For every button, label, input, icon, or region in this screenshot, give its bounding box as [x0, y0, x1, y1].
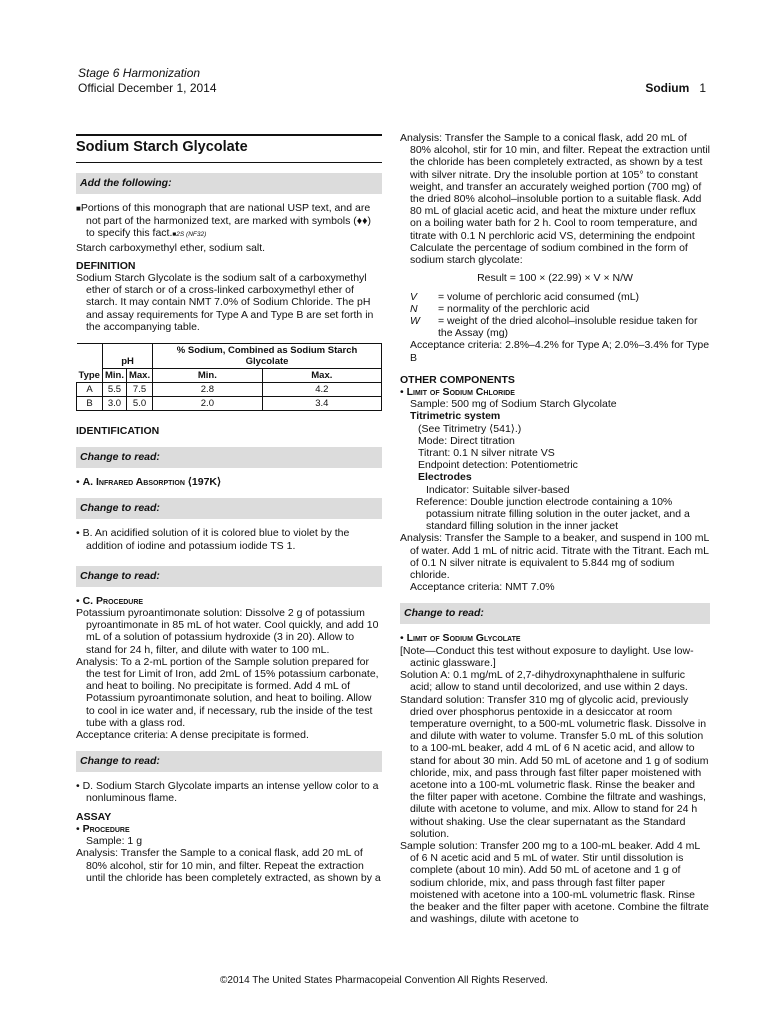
synonym: Starch carboxymethyl ether, sodium salt.: [76, 241, 266, 254]
th-ph: pH: [102, 344, 152, 369]
page-number: 1: [699, 81, 706, 95]
monograph-name: Sodium: [645, 81, 690, 95]
stage-label: Stage 6 Harmonization: [78, 66, 201, 80]
running-head: [645, 82, 706, 94]
other-heading: OTHER COMPONENTS: [400, 373, 515, 386]
right-column: [400, 120, 710, 925]
th-type: Type: [77, 344, 103, 383]
th-sodium: % Sodium, Combined as Sodium Starch Glycolate: [153, 344, 382, 369]
endpoint: Endpoint detection: Potentiometric: [418, 459, 578, 472]
nacl-analysis: Analysis: Transfer the Sample to a beaker, and suspend in 100 mL of water. Add 1 mL of nitric acid. Titrate with the Titrant. Each mL of 0.1 N silver nitrate is equivalent to 5.844 mg of sodium chloride.: [400, 532, 709, 582]
titrant: Titrant: 0.1 N silver nitrate VS: [418, 447, 555, 460]
change-band-glycolate: Change to read:: [400, 603, 710, 624]
footer: ©2014 The United States Pharmacopeial Convention All Rights Reserved.: [220, 975, 548, 986]
left-column: [76, 120, 382, 883]
assay-result-formula: Result = 100 × (22.99) × V × N/W: [477, 272, 633, 285]
assay-analysis-cont: Analysis: Transfer the Sample to a conical flask, add 20 mL of 80% alcohol, stir for 10 min, and filter. Repeat the extraction until the chloride has been completely extracted, as shown by a test with silver nitrate. Dry the insoluble portion at 105° to constant weight, and transfer an accurately weighed portion (700 mg) of the dried 80% alcohol–insoluble portion to a suitable flask. Add 80 mL of glacial acetic acid, and heat the mixture under reflux on a boiling water bath for 2 h. Cool to room temperature, and titrate with 0.1 N perchloric acid VS, determining the endpoint: [400, 132, 710, 242]
change-band-b: Change to read:: [76, 498, 382, 519]
ident-a: • A. Infrared Absorption ⟨197K⟩: [76, 476, 222, 489]
ident-b: • B. An acidified solution of it is colored blue to violet by the addition of iodine and potassium iodide TS 1.: [76, 527, 350, 552]
electrodes: Electrodes: [418, 471, 472, 484]
identification-heading: IDENTIFICATION: [76, 425, 160, 438]
ident-d: • D. Sodium Starch Glycolate imparts an intense yellow color to a nonluminous flame.: [76, 780, 379, 805]
assay-sample: Sample: 1 g: [86, 835, 143, 848]
standard-solution: Standard solution: Transfer 310 mg of glycolic acid, previously dried over phosphorus pentoxide in a desiccator at room temperature overnight, to a 500-mL volumetric flask. Dissolve in and dilute with water to volume. Transfer 5.0 mL of this solution to a 100-mL beaker, add 4 mL of 6 N acetic acid, and allow to stand for about 30 min. Add 50 mL of acetone and 1 g of sodium chloride, mix, and pass through fast filter paper moistened with acetone into a 100-mL volumetric flask. Rinse the beaker and the filter paper with acetone. Combine the filtrate and washings, dilute with acetone to volume, and mix. Allow to stand for 24 h without shaking. Use the clear supernatant as the Standard solution.: [400, 693, 709, 840]
intro-text: ■Portions of this monograph that are national USP text, and are not part of the harmonized text, are marked with symbols (♦♦) to specify this fact.■2S (NF32): [76, 202, 371, 240]
nacl-sample: Sample: 500 mg of Sodium Starch Glycolate: [410, 398, 617, 411]
change-band-a: Change to read:: [76, 447, 382, 468]
change-band-d: Change to read:: [76, 751, 382, 772]
nacl-title: • Limit of Sodium Chloride: [400, 386, 515, 399]
assay-procedure: • Procedure: [76, 822, 130, 835]
ident-c-acceptance: Acceptance criteria: A dense precipitate is formed.: [76, 729, 309, 742]
assay-definitions: V = volume of perchloric acid consumed (mL) N = normality of the perchloric acid W = weight of the dried alcohol–insoluble residue taken for the Assay (mg): [410, 290, 698, 340]
assay-heading: ASSAY: [76, 810, 112, 823]
ident-c-analysis: Analysis: To a 2-mL portion of the Sample solution prepared for the test for Limit of Iron, add 2mL of 15% potassium carbonate, and heat to boiling. No precipitate is formed. Add 4 mL of Potassium pyroantimonate solution, and heat to boiling. Allow to cool in ice water and, if necessary, rub the inside of the test tube with a glass rod.: [76, 655, 379, 729]
solution-a: Solution A: 0.1 mg/mL of 2,7-dihydroxynaphthalene in sulfuric acid; allow to stand until decolorized, and use within 2 days.: [400, 669, 688, 694]
change-band-c: Change to read:: [76, 566, 382, 587]
sample-solution: Sample solution: Transfer 200 mg to a 100-mL beaker. Add 4 mL of 6 N acetic acid and 5 mL of water. Stir until dissolution is complete (about 10 min). Add 50 mL of acetone and 1 g of sodium chloride, mix, and pass through fast filter paper moistened with acetone into a 100-mL volumetric flask. Rinse the beaker and the filter paper with acetone. Combine the filtrate and washings, dilute with acetone to: [400, 839, 709, 926]
ident-c-title: • C. Procedure: [76, 594, 144, 607]
add-band: Add the following:: [76, 173, 382, 194]
nacl-acceptance: Acceptance criteria: NMT 7.0%: [410, 581, 555, 594]
titr-mode: Mode: Direct titration: [418, 434, 515, 447]
table-row: A 5.5 7.5 2.8 4.2: [77, 383, 382, 397]
glycolate-title: • Limit of Sodium Glycolate: [400, 632, 521, 645]
revision-symbol: ■2S (NF32): [172, 231, 207, 239]
definition-text: Sodium Starch Glycolate is the sodium salt of a carboxymethyl ether of starch or of a cross-linked carboxymethyl ether of starch. It may contain NMT 7.0% of Sodium Chloride. The pH and assay requirements for Type A and Type B are set forth in the accompanying table.: [76, 272, 374, 333]
monograph-title: Sodium Starch Glycolate: [76, 134, 382, 163]
ph-assay-table: Type pH % Sodium, Combined as Sodium Starch Glycolate Min. Max. Min. Max. A 5.5 7.5 2.8 4.2 B 3.0 5.0 2.0 3.4: [76, 343, 382, 411]
official-date: Official December 1, 2014: [78, 81, 217, 95]
pyroantimonate-solution: Potassium pyroantimonate solution: Dissolve 2 g of potassium pyroantimonate in 85 mL of hot water. Cool quickly, and add 10 mL of a solution of potassium hydroxide (3 in 20). Allow to stand for 24 h, filter, and dilute with water to 100 mL.: [76, 607, 379, 656]
assay-analysis-start: Analysis: Transfer the Sample to a conical flask, add 20 mL of 80% alcohol, stir for 10 min, and filter. Repeat the extraction until the chloride has been completely extracted, as shown by a: [76, 847, 381, 884]
definition-heading: DEFINITION: [76, 259, 136, 272]
titrimetric-system: Titrimetric system: [410, 410, 501, 423]
titrimetry-ref: (See Titrimetry ⟨541⟩.): [418, 422, 522, 435]
assay-acceptance: Acceptance criteria: 2.8%–4.2% for Type A; 2.0%–3.4% for Type B: [410, 339, 710, 364]
assay-calc: Calculate the percentage of sodium combined in the form of sodium starch glycolate:: [410, 242, 688, 267]
glycolate-note: [Note—Conduct this test without exposure to daylight. Use low-actinic glassware.]: [400, 644, 694, 669]
indicator-electrode: Indicator: Suitable silver-based: [426, 483, 570, 496]
reference-electrode: Reference: Double junction electrode containing a 10% potassium nitrate filling solution in the outer jacket, and a standard filling solution in the inner jacket: [416, 495, 690, 533]
table-row: B 3.0 5.0 2.0 3.4: [77, 397, 382, 411]
